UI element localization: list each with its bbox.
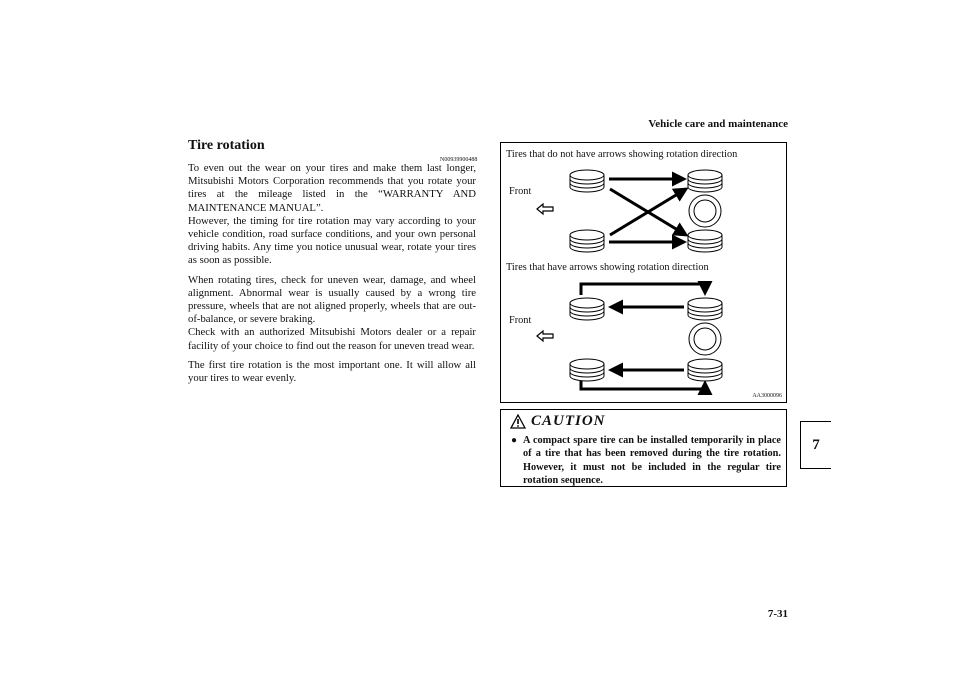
paragraph-4: Check with an authorized Mitsubishi Motors dealer or a repair facility of your choice to find out the reason for uneven tread wear.: [188, 326, 476, 352]
bullet: ●: [511, 435, 518, 446]
body-text: [188, 162, 476, 391]
running-header: Vehicle care and maintenance: [648, 118, 788, 130]
front-label-2: Front: [509, 315, 532, 326]
caution-item: [511, 434, 781, 488]
chapter-tab: 7: [800, 421, 831, 469]
paragraph-3: When rotating tires, check for uneven wear, damage, and wheel alignment. Abnormal wear is usually caused by a wrong tire pressure, wheels that are not aligned properly, wheels that are out-of-balance, or severe braking.: [188, 273, 476, 326]
section-heading: Tire rotation: [188, 138, 265, 153]
page-number: 7-31: [767, 608, 788, 620]
front-arrow-icon-1: [537, 204, 553, 214]
rotation-diagram: [501, 143, 788, 404]
rotation-arrow-2c: [581, 284, 705, 295]
spare-tire-2: [689, 323, 721, 355]
rotation-arrow-2d: [581, 381, 705, 389]
paragraph-5: The first tire rotation is the most important one. It will allow all your tires to wear evenly.: [188, 358, 476, 385]
tire-rotation-figure: [500, 142, 787, 403]
figure-code: AA3000096: [752, 393, 782, 399]
paragraph-2: However, the timing for tire rotation may vary according to your vehicle condition, road surface conditions, and your own personal driving habits. Any time you notice unusual wear, rotate your tires as soon as possible.: [188, 214, 476, 267]
tire-front-right-1: [688, 170, 722, 192]
caution-title: CAUTION: [531, 413, 606, 429]
tire-front-left-1: [570, 170, 604, 192]
tire-front-left-2: [570, 298, 604, 320]
tire-rear-left-1: [570, 230, 604, 252]
tire-front-right-2: [688, 298, 722, 320]
caution-header: [501, 410, 786, 434]
caution-text: A compact spare tire can be installed temporarily in place of a tire that has been removed during the tire rotation. However, it must not be included in the regular tire rotation sequence.: [523, 435, 781, 487]
front-arrow-icon-2: [537, 331, 553, 341]
diagram2-title: Tires that have arrows showing rotation direction: [506, 262, 709, 273]
front-label-1: Front: [509, 186, 532, 197]
tire-rear-right-1: [688, 230, 722, 252]
spare-tire-1: [689, 195, 721, 227]
warning-triangle-icon: [510, 414, 526, 429]
paragraph-1: To even out the wear on your tires and make them last longer, Mitsubishi Motors Corporation recommends that you rotate your tires at the mileage listed in the “WARRANTY AND MAINTENANCE MANUAL”.: [188, 162, 476, 214]
tire-rear-right-2: [688, 359, 722, 381]
tire-rear-left-2: [570, 359, 604, 381]
section-code: N00939900488: [440, 157, 478, 163]
caution-box: [500, 409, 787, 487]
diagram1-title: Tires that do not have arrows showing rotation direction: [506, 149, 738, 160]
